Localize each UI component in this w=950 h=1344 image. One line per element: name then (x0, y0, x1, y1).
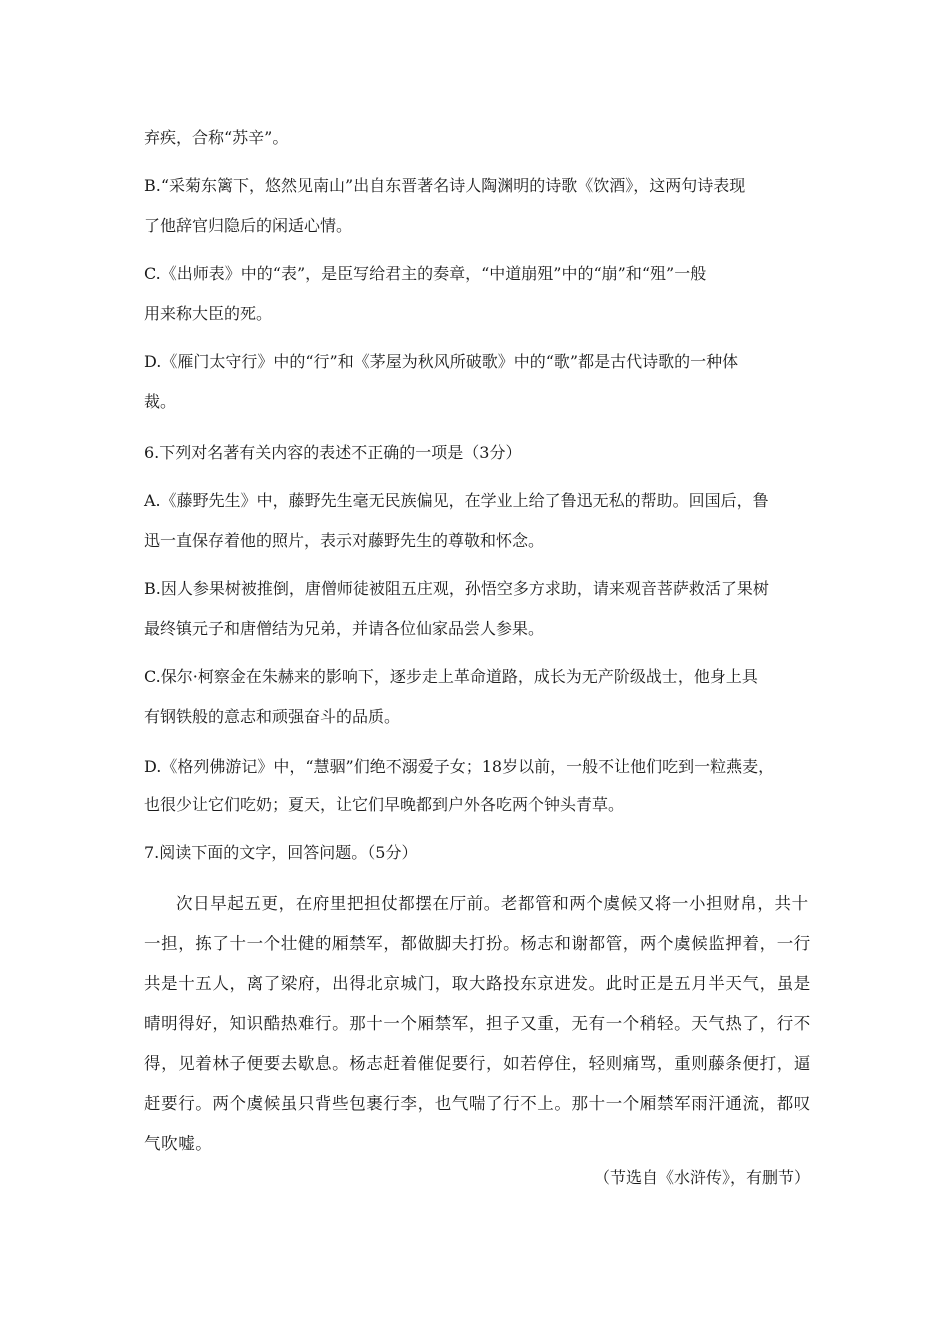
q6-option-d-line2: 也很少让它们吃奶；夏天，让它们早晚都到户外各吃两个钟头青草。 (144, 795, 625, 814)
q5-option-b-line2: 了他辞官归隐后的闲适心情。 (144, 216, 353, 235)
passage-line: 气吹嘘。 (144, 1134, 213, 1153)
q5-option-c-line2: 用来称大臣的死。 (144, 304, 273, 323)
passage-line: 晴明得好，知识酷热难行。那十一个厢禁军，担子又重，无有一个稍轻。天气热了，行不 (144, 1014, 811, 1033)
q6-option-a-line1: A.《藤野先生》中，藤野先生毫无民族偏见，在学业上给了鲁迅无私的帮助。回国后，鲁 (144, 491, 769, 510)
q6-option-b-line2: 最终镇元子和唐僧结为兄弟，并请各位仙家品尝人参果。 (144, 619, 545, 638)
q6-option-c-line2: 有钢铁般的意志和顽强奋斗的品质。 (144, 707, 401, 726)
q5-option-a-continuation: 弃疾，合称“苏辛”。 (144, 128, 289, 147)
q5-option-d-line2: 裁。 (144, 392, 177, 411)
passage-line: 赶要行。两个虞候虽只背些包裹行李，也气喘了行不上。那十一个厢禁军雨汗通流，都叹 (144, 1094, 811, 1113)
passage-line: 共是十五人，离了梁府，出得北京城门，取大路投东京进发。此时正是五月半天气，虽是 (144, 974, 811, 993)
q6-option-a-line2: 迅一直保存着他的照片，表示对藤野先生的尊敬和怀念。 (144, 531, 545, 550)
q6-stem: 6.下列对名著有关内容的表述不正确的一项是（3分） (144, 443, 522, 462)
q6-option-c-line1: C.保尔·柯察金在朱赫来的影响下，逐步走上革命道路，成长为无产阶级战士，他身上具 (144, 667, 758, 686)
q5-option-d-line1: D.《雁门太守行》中的“行”和《茅屋为秋风所破歌》中的“歌”都是古代诗歌的一种体 (144, 352, 739, 371)
passage-line: 一担，拣了十一个壮健的厢禁军，都做脚夫打扮。杨志和谢都管，两个虞候监押着，一行 (144, 934, 811, 953)
q5-option-c-line1: C.《出师表》中的“表”，是臣写给君主的奏章，“中道崩殂”中的“崩”和“殂”一般 (144, 264, 707, 283)
passage-source: （节选自《水浒传》，有删节） (593, 1168, 810, 1187)
q5-option-b-line1: B.“采菊东篱下，悠然见南山”出自东晋著名诗人陶渊明的诗歌《饮酒》，这两句诗表现 (144, 176, 746, 195)
passage-line: 得，见着林子便要去歇息。杨志赶着催促要行，如若停住，轻则痛骂，重则藤条便打，逼 (144, 1054, 811, 1073)
passage-line: 次日早起五更，在府里把担仗都摆在厅前。老都管和两个虞候又将一小担财帛，共十 (176, 894, 809, 913)
q6-option-d-line1: D.《格列佛游记》中，“慧骃”们绝不溺爱子女；18岁以前，一般不让他们吃到一粒燕麦， (144, 757, 775, 776)
q6-option-b-line1: B.因人参果树被推倒，唐僧师徒被阻五庄观，孙悟空多方求助，请来观音菩萨救活了果树 (144, 579, 769, 598)
q7-stem: 7.阅读下面的文字，回答问题。（5分） (144, 843, 418, 862)
